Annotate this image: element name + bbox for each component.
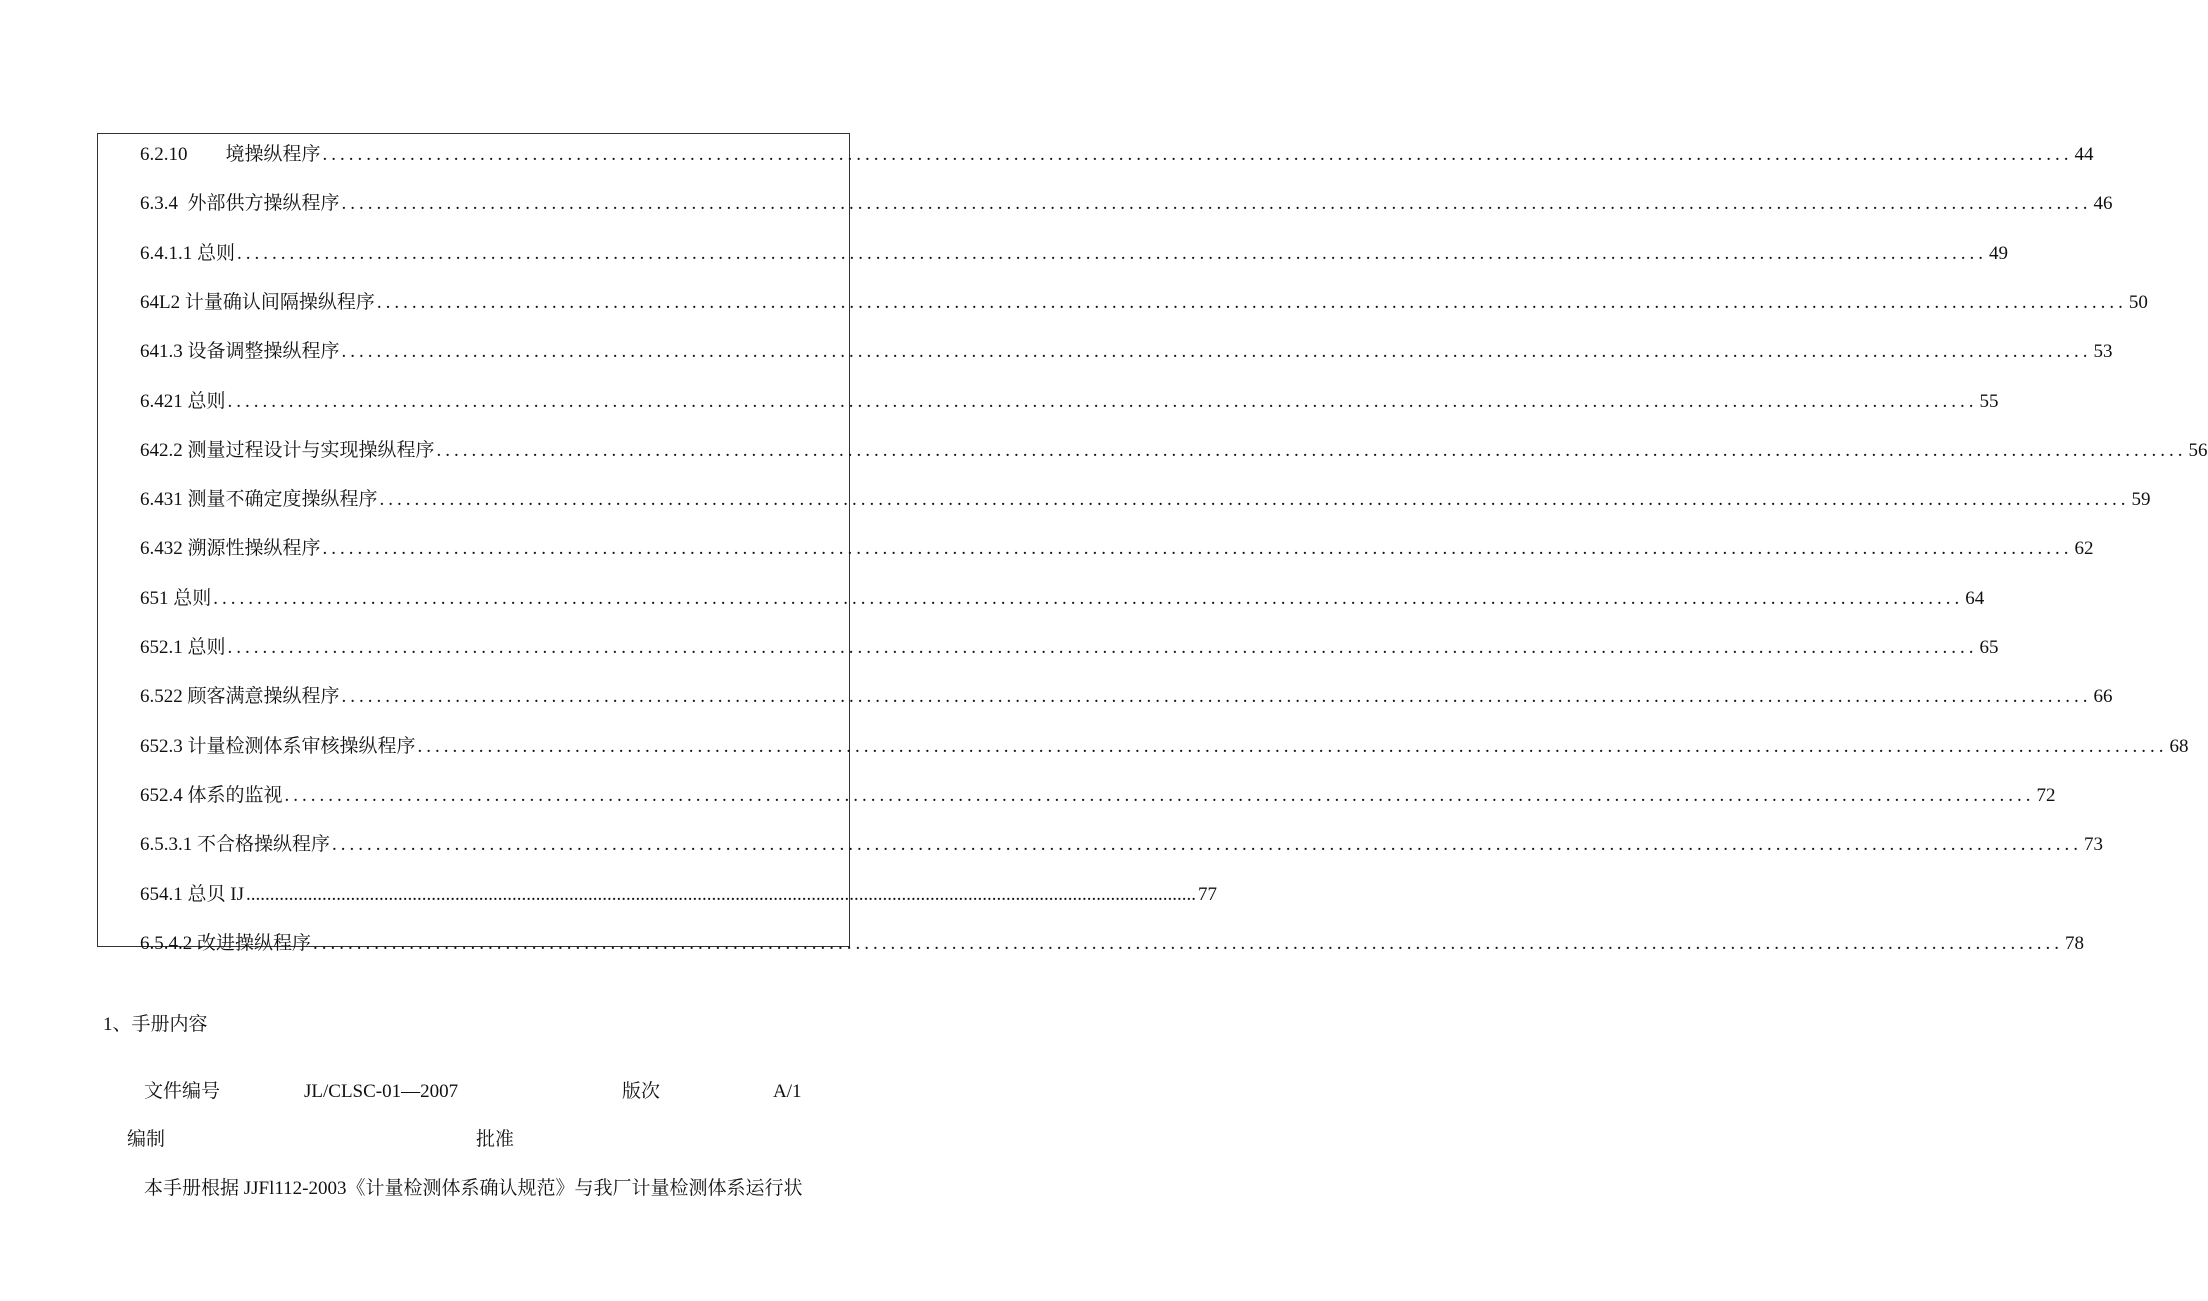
toc-entry[interactable] <box>140 531 2094 561</box>
toc-entry-page: 73 <box>2084 834 2104 856</box>
toc-entry-page: 55 <box>1979 390 1999 412</box>
toc-entry-title: 6.522 顾客满意操纵程序 <box>140 686 340 708</box>
toc-dot-leader: ........................................................................................................................................................................................................ <box>227 390 1978 412</box>
toc-entry-page: 72 <box>2036 784 2056 806</box>
toc-entry-page: 64 <box>1965 587 1985 609</box>
toc-entry-page: 78 <box>2065 932 2085 954</box>
toc-dot-leader: ........................................................................................................................................................................................................ <box>284 784 2035 806</box>
file-number-label: 文件编号 <box>144 1081 221 1102</box>
toc-dot-leader: ........................................................................................................................................................................................................ <box>417 735 2168 757</box>
toc-entry[interactable] <box>140 729 2189 759</box>
toc-entry[interactable] <box>140 877 1217 907</box>
toc-dot-leader: ........................................................................................................................................................................................................ <box>341 193 2092 215</box>
toc-entry[interactable] <box>140 137 2094 167</box>
approval-label: 批准 <box>476 1129 515 1150</box>
toc-entry-title: 6.5.4.2 改进操纵程序 <box>140 932 312 954</box>
toc-entry-title: 651 总则 <box>140 587 212 609</box>
body-paragraph: 本手册根据 JJFl112-2003《计量检测体系确认规范》与我厂计量检测体系运行状 <box>144 1178 803 1199</box>
toc-dot-leader: ........................................................................................................................................................................................................ <box>245 883 1196 905</box>
toc-entry-page: 53 <box>2093 341 2113 363</box>
toc-entry[interactable] <box>140 926 2085 956</box>
toc-dot-leader: ........................................................................................................................................................................................................ <box>237 242 1988 264</box>
version-label: 版次 <box>622 1081 661 1102</box>
toc-dot-leader: ........................................................................................................................................................................................................ <box>313 932 2064 954</box>
toc-entry-page: 50 <box>2128 291 2148 313</box>
toc-entry-page: 65 <box>1979 637 1999 658</box>
toc-dot-leader: ........................................................................................................................................................................................................ <box>332 834 2083 856</box>
toc-entry[interactable] <box>140 236 2009 266</box>
toc-entry[interactable] <box>140 778 2056 808</box>
toc-entry-title: 6.4.1.1 总则 <box>140 242 236 264</box>
toc-entry[interactable] <box>140 334 2113 364</box>
toc-entry-title: 652.1 总则 <box>140 637 226 658</box>
toc-entry[interactable] <box>140 384 1999 414</box>
toc-entry-title: 6.432 溯源性操纵程序 <box>140 538 321 560</box>
toc-entry-title: 652.3 计量检测体系审核操纵程序 <box>140 735 416 757</box>
toc-entry-title: 6.5.3.1 不合格操纵程序 <box>140 834 331 856</box>
toc-entry-title: 6.431 测量不确定度操纵程序 <box>140 489 378 511</box>
toc-dot-leader: ........................................................................................................................................................................................................ <box>341 686 2092 708</box>
toc-entry-title: 654.1 总贝 IJ <box>140 883 244 905</box>
toc-entry-page: 62 <box>2074 538 2094 560</box>
toc-entry-title: 64L2 计量确认间隔操纵程序 <box>140 291 375 313</box>
toc-entry[interactable] <box>140 581 1985 611</box>
toc-entry-title: 6.421 总则 <box>140 390 226 412</box>
toc-dot-leader: ........................................................................................................................................................................................................ <box>379 489 2130 511</box>
editor-label: 编制 <box>127 1129 166 1150</box>
toc-dot-leader: ........................................................................................................................................................................................................ <box>322 144 2073 165</box>
toc-entry[interactable] <box>140 827 2104 857</box>
toc-entry[interactable] <box>140 630 1999 660</box>
toc-entry-title: 6.3.4 外部供方操纵程序 <box>140 193 340 215</box>
toc-dot-leader: ........................................................................................................................................................................................................ <box>227 637 1978 658</box>
toc-entry[interactable] <box>140 679 2113 709</box>
toc-entry-title: 6.2.10 境操纵程序 <box>140 144 321 165</box>
toc-entry-title: 642.2 测量过程设计与实现操纵程序 <box>140 439 435 461</box>
toc-dot-leader: ........................................................................................................................................................................................................ <box>436 439 2187 461</box>
toc-entry-page: 66 <box>2093 686 2113 708</box>
toc-dot-leader: ........................................................................................................................................................................................................ <box>322 538 2073 560</box>
table-of-contents <box>97 133 2208 954</box>
toc-entry-page: 56 <box>2188 439 2208 461</box>
toc-entry-title: 652.4 体系的监视 <box>140 784 283 806</box>
toc-entry-page: 49 <box>1989 242 2009 264</box>
toc-entry[interactable] <box>140 186 2113 216</box>
toc-entry-title: 641.3 设备调整操纵程序 <box>140 341 340 363</box>
toc-entry-page: 77 <box>1197 883 1217 905</box>
toc-dot-leader: ........................................................................................................................................................................................................ <box>213 587 1964 609</box>
file-number-value: JL/CLSC-01—2007 <box>304 1081 459 1102</box>
toc-entry-page: 46 <box>2093 193 2113 215</box>
toc-entry[interactable] <box>140 285 2148 315</box>
toc-dot-leader: ........................................................................................................................................................................................................ <box>341 341 2092 363</box>
section-heading: 1、手册内容 <box>103 1014 208 1035</box>
version-value: A/1 <box>773 1081 802 1102</box>
toc-entry[interactable] <box>140 433 2208 463</box>
toc-entry-page: 59 <box>2131 489 2151 511</box>
toc-entry-page: 44 <box>2074 144 2094 165</box>
toc-entry[interactable] <box>140 482 2151 512</box>
toc-dot-leader: ........................................................................................................................................................................................................ <box>376 291 2127 313</box>
toc-entry-page: 68 <box>2169 735 2189 757</box>
